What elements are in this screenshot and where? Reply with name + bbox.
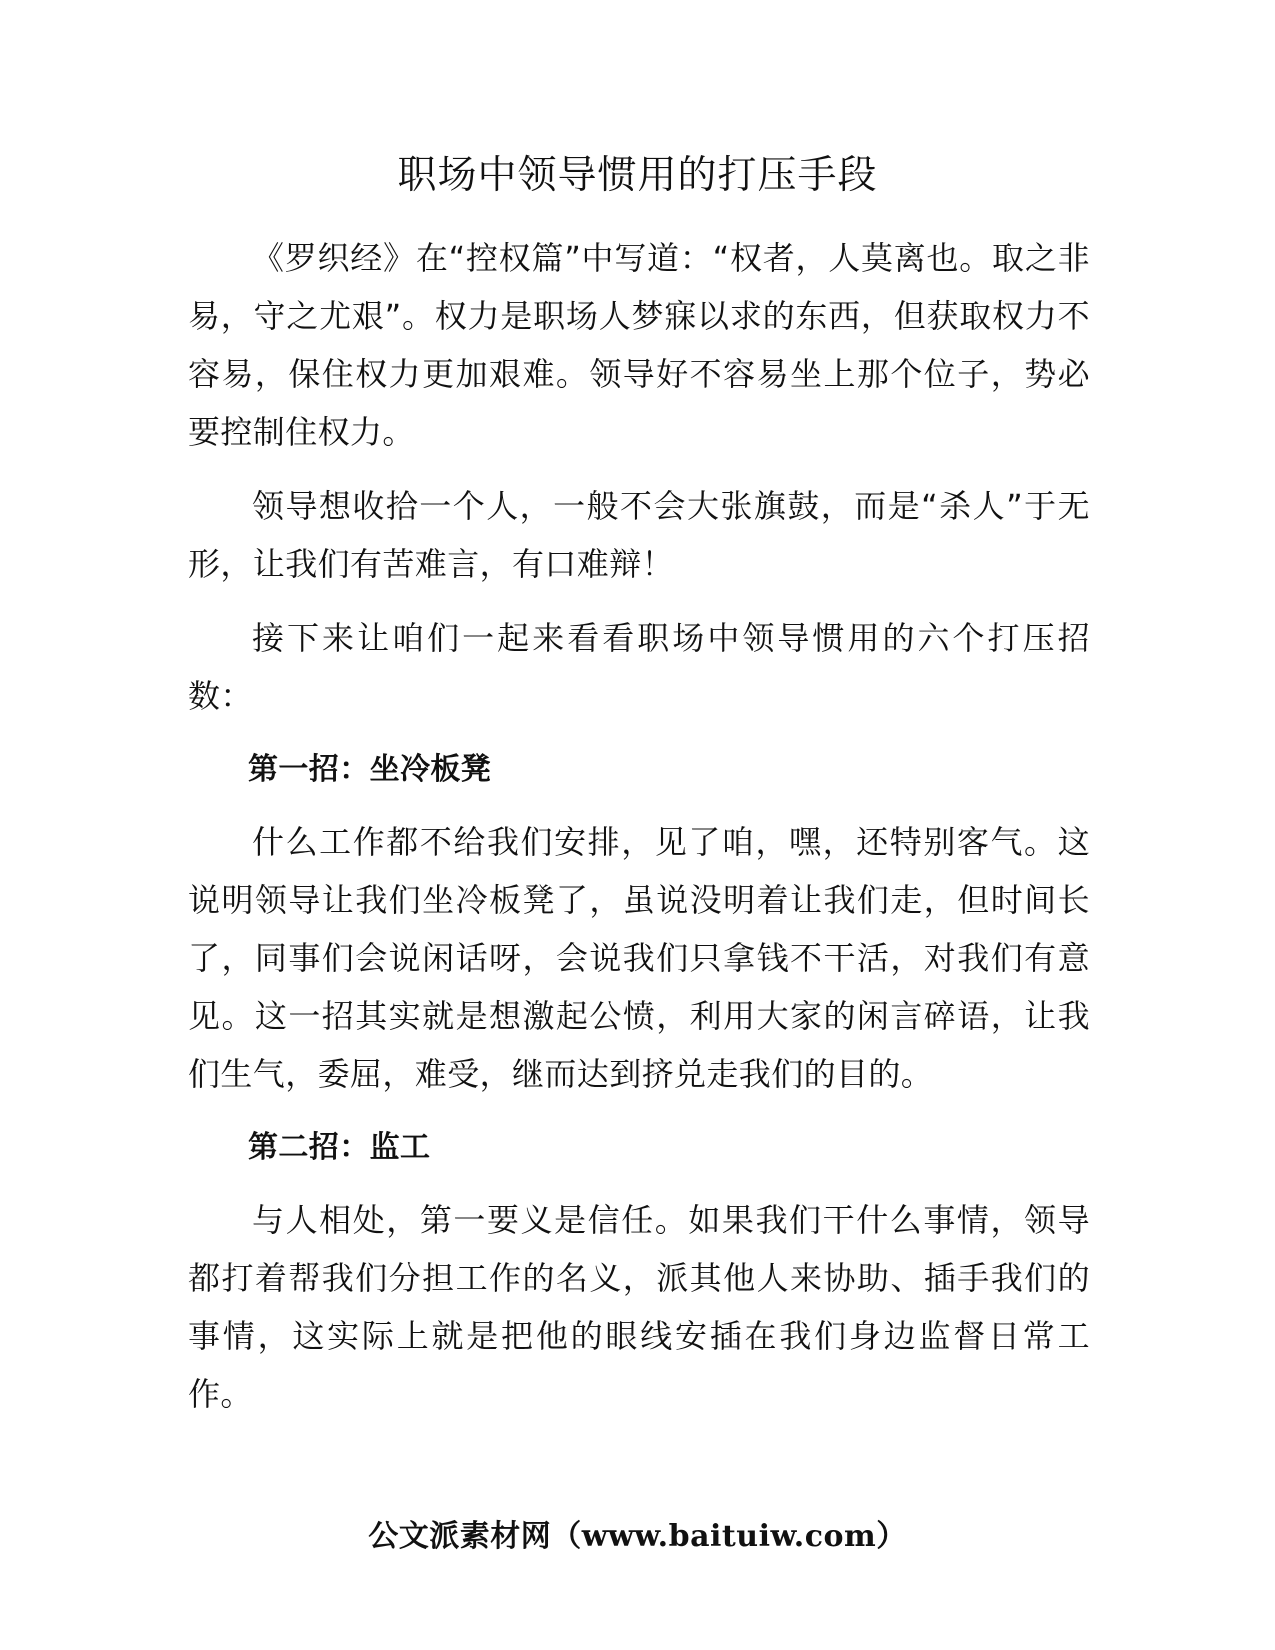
document-body (188, 229, 1090, 1439)
paragraph-six-tactics: 接下来让咱们一起来看看职场中领导惯用的六个打压招数： (188, 619, 1090, 715)
paragraph-second-tactic: 与人相处，第一要义是信任。如果我们干什么事情，领导都打着帮我们分担工作的名义，派其他人来协助、插手我们的事情，这实际上就是把他的眼线安插在我们身边监督日常工作。 (188, 1201, 1090, 1413)
paragraph-first-tactic: 什么工作都不给我们安排，见了咱，嘿，还特别客气。这说明领导让我们坐冷板凳了，虽说没明着让我们走，但时间长了，同事们会说闲话呀，会说我们只拿钱不干活，对我们有意见。这一招其实就是想激起公愤，利用大家的闲言碎语，让我们生气，委屈，难受，继而达到挤兑走我们的目的。 (188, 823, 1090, 1093)
paragraph-intro: 《罗织经》在“控权篇”中写道：“权者，人莫离也。取之非易，守之尤艰”。权力是职场人梦寐以求的东西，但获取权力不容易，保住权力更加艰难。领导好不容易坐上那个位子，势必要控制住权力。 (188, 239, 1090, 451)
section-heading-first-tactic: 第一招：坐冷板凳 (248, 752, 492, 787)
footer-source: 公文派素材网（www.baituiw.com） (368, 1519, 907, 1554)
document-title: 职场中领导惯用的打压手段 (397, 153, 878, 198)
paragraph-leader-tactic: 领导想收拾一个人，一般不会大张旗鼓，而是“杀人”于无形，让我们有苦难言，有口难辩！ (188, 487, 1090, 583)
section-heading-second-tactic: 第二招：监工 (248, 1130, 431, 1165)
